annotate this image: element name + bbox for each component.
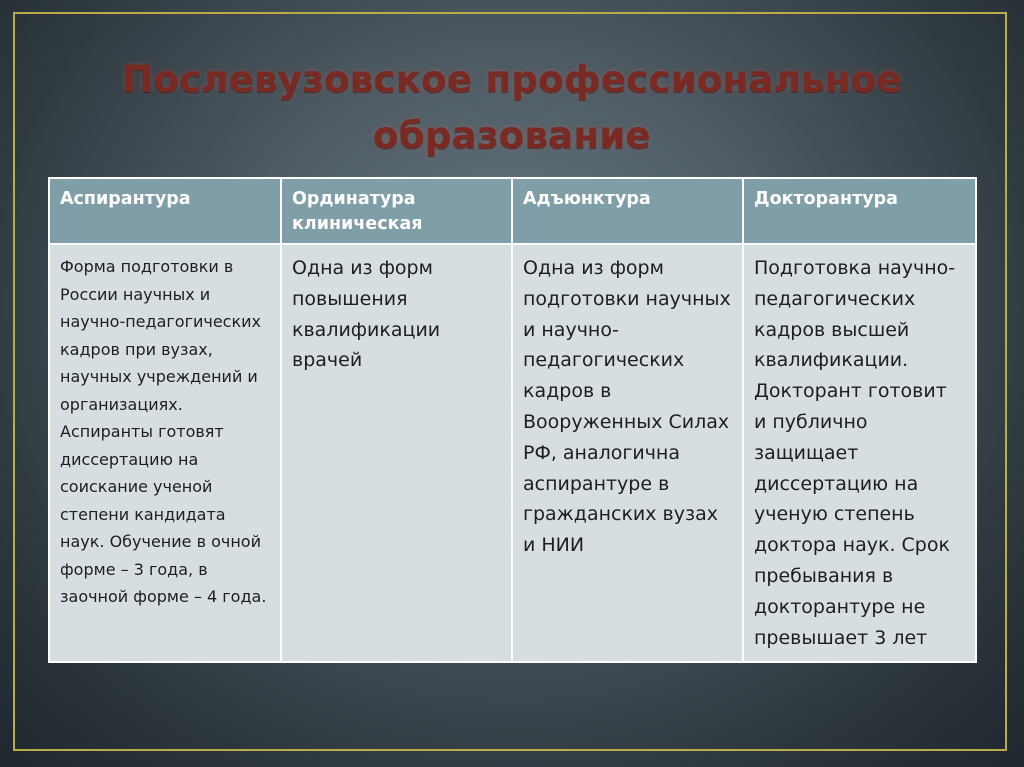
slide-title	[0, 52, 1024, 164]
header-ordinatura: Ординатура клиническая	[281, 178, 512, 244]
cell-aspirantura: Форма подготовки в России научных и научно-педагогических кадров при вузах, научных учреждений и организациях. Аспиранты готовят диссертацию на соискание ученой степени кандидата наук. Обучение в очной форме – 3 года, в заочной форме – 4 года.	[49, 244, 281, 662]
cell-doktorantura: Подготовка научно-педагогических кадров высшей квалификации. Докторант готовит и публично защищает диссертацию на ученую степень доктора наук. Срок пребывания в докторантуре не превышает 3 лет	[743, 244, 976, 662]
slide-title-line-1: Послевузовское профессиональное	[122, 58, 902, 101]
cell-ordinatura: Одна из форм повышения квалификации врачей	[281, 244, 512, 662]
header-adyunktura: Адъюнктура	[512, 178, 743, 244]
slide-title-line-2: образование	[373, 114, 651, 157]
header-aspirantura: Аспирантура	[49, 178, 281, 244]
table-row	[49, 244, 976, 662]
table-header-row	[49, 178, 976, 244]
comparison-table	[48, 177, 977, 663]
header-doktorantura: Докторантура	[743, 178, 976, 244]
cell-adyunktura: Одна из форм подготовки научных и научно-педагогических кадров в Вооруженных Силах РФ, аналогична аспирантуре в гражданских вузах и НИИ	[512, 244, 743, 662]
